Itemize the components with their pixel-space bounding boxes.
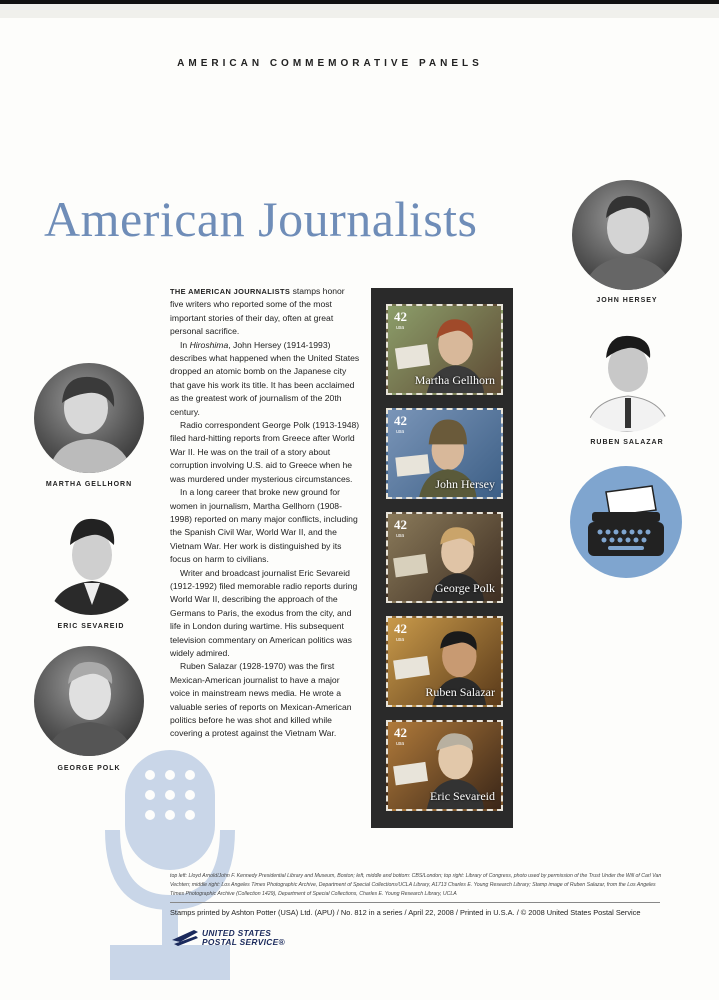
- stamp-usa-label: usa: [396, 325, 405, 331]
- photo-credits: top left: Lloyd Arnold/John F. Kennedy Presidential Library and Museum, Boston; left, middle and bottom: CBS/London; top right: Library of Congress, photo used by permission of the Trust Under the Will of Carl Van Vechten; middle right: Los Angeles Times Photographic Archive, Department of Special Collections/UCLA Library, A1713 Charles E. Young Research Library; Stamp image of Ruben Salazar, from the Los Angeles Times Photographic Archive (Collection 1429), Department of Special Collections, Charles E. Young Research Library, UCLA: [170, 873, 662, 897]
- hersey-text-a: In: [180, 339, 190, 350]
- hersey-text-b: , John Hersey (1914-1993) describes what happened when the United States dropped an atomic bomb on the Japanese city that gave his work its title. It has been acclaimed as the greatest work of journalism of the 20th century.: [170, 339, 360, 417]
- stamp-ruben-salazar: [386, 616, 503, 707]
- portrait-ruben-salazar: [572, 322, 682, 432]
- caption-martha-gellhorn: MARTHA GELLHORN: [45, 481, 133, 488]
- footer-divider: [170, 902, 660, 903]
- paragraph-sevareid: Writer and broadcast journalist Eric Sevareid (1912-1992) filed memorable radio reports during World War II, describing the approach of the Germans to Paris, the exodus from the city, and life in London during wartime. His subsequent television commentary on American politics was widely admired.: [170, 567, 358, 658]
- panel-series-header: AMERICAN COMMEMORATIVE PANELS: [177, 58, 483, 69]
- intro-lead: THE AMERICAN JOURNALISTS: [170, 287, 291, 296]
- paragraph-intro: [170, 285, 360, 339]
- stamp-strip: [371, 288, 513, 828]
- paragraph-gellhorn: In a long career that broke new ground for women in journalism, Martha Gellhorn (1908-1998) reported on many major conflicts, including the Spanish Civil War, World War II, and the Vietnam War. Her work is distinguished by its focus on harm to civilians.: [170, 487, 358, 565]
- hersey-book-title: Hiroshima: [189, 339, 229, 350]
- stamp-name: Martha Gellhorn: [414, 373, 495, 387]
- stamp-name: Eric Sevareid: [430, 789, 495, 803]
- paragraph-hersey: [170, 339, 360, 419]
- stamp-name: John Hersey: [435, 477, 495, 491]
- typewriter-icon: [570, 466, 682, 578]
- stamp-usa-label: usa: [396, 637, 405, 643]
- paragraph-polk: Radio correspondent George Polk (1913-1948) filed hard-hitting reports from Greece after World War II. He was on the trail of a story about corruption involving U.S. aid to Greece when he was murdered under mysterious circumstances.: [170, 420, 360, 484]
- stamp-name: George Polk: [434, 581, 495, 595]
- stamp-martha-gellhorn: [386, 304, 503, 395]
- caption-george-polk: GEORGE POLK: [57, 765, 121, 772]
- portrait-john-hersey: [572, 180, 682, 290]
- usps-eagle-icon: [170, 926, 200, 946]
- usps-wordmark: [202, 929, 285, 947]
- stamp-usa-label: usa: [396, 741, 405, 747]
- stamp-name: Ruben Salazar: [425, 685, 495, 699]
- page-title: American Journalists: [44, 191, 478, 247]
- caption-john-hersey: JOHN HERSEY: [596, 297, 658, 304]
- portrait-eric-sevareid: [36, 505, 146, 615]
- stamp-eric-sevareid: [386, 720, 503, 811]
- stamp-usa-label: usa: [396, 533, 405, 539]
- portrait-george-polk: [34, 646, 144, 756]
- stamp-denomination: 42: [394, 725, 407, 740]
- caption-ruben-salazar: RUBEN SALAZAR: [590, 439, 664, 446]
- intro-text: stamps honor five writers who reported some of the most important stories of their day, often at great personal sacrifice.: [170, 286, 345, 337]
- top-band: [0, 4, 719, 18]
- stamp-usa-label: usa: [396, 429, 405, 435]
- paragraph-salazar: Ruben Salazar (1928-1970) was the first Mexican-American journalist to have a major voice in mainstream news media. He wrote a valuable series of reports on Mexican-American politics before he was shot and killed while covering a protest against the Vietnam War.: [170, 661, 352, 739]
- usps-line1: UNITED STATES: [202, 928, 272, 938]
- stamp-denomination: 42: [394, 517, 407, 532]
- stamp-george-polk: [386, 512, 503, 603]
- stamp-john-hersey: [386, 408, 503, 499]
- stamp-denomination: 42: [394, 413, 407, 428]
- caption-eric-sevareid: ERIC SEVAREID: [57, 623, 125, 630]
- stamp-denomination: 42: [394, 621, 407, 636]
- printing-info: Stamps printed by Ashton Potter (USA) Ltd. (APU) / No. 812 in a series / April 22, 2008 / Printed in U.S.A. / © 2008 United States Postal Service: [170, 908, 641, 917]
- stamp-denomination: 42: [394, 309, 407, 324]
- usps-line2: POSTAL SERVICE®: [202, 937, 285, 947]
- portrait-martha-gellhorn: [34, 363, 144, 473]
- typewriter-illustration: [570, 466, 682, 578]
- body-text: [170, 285, 360, 741]
